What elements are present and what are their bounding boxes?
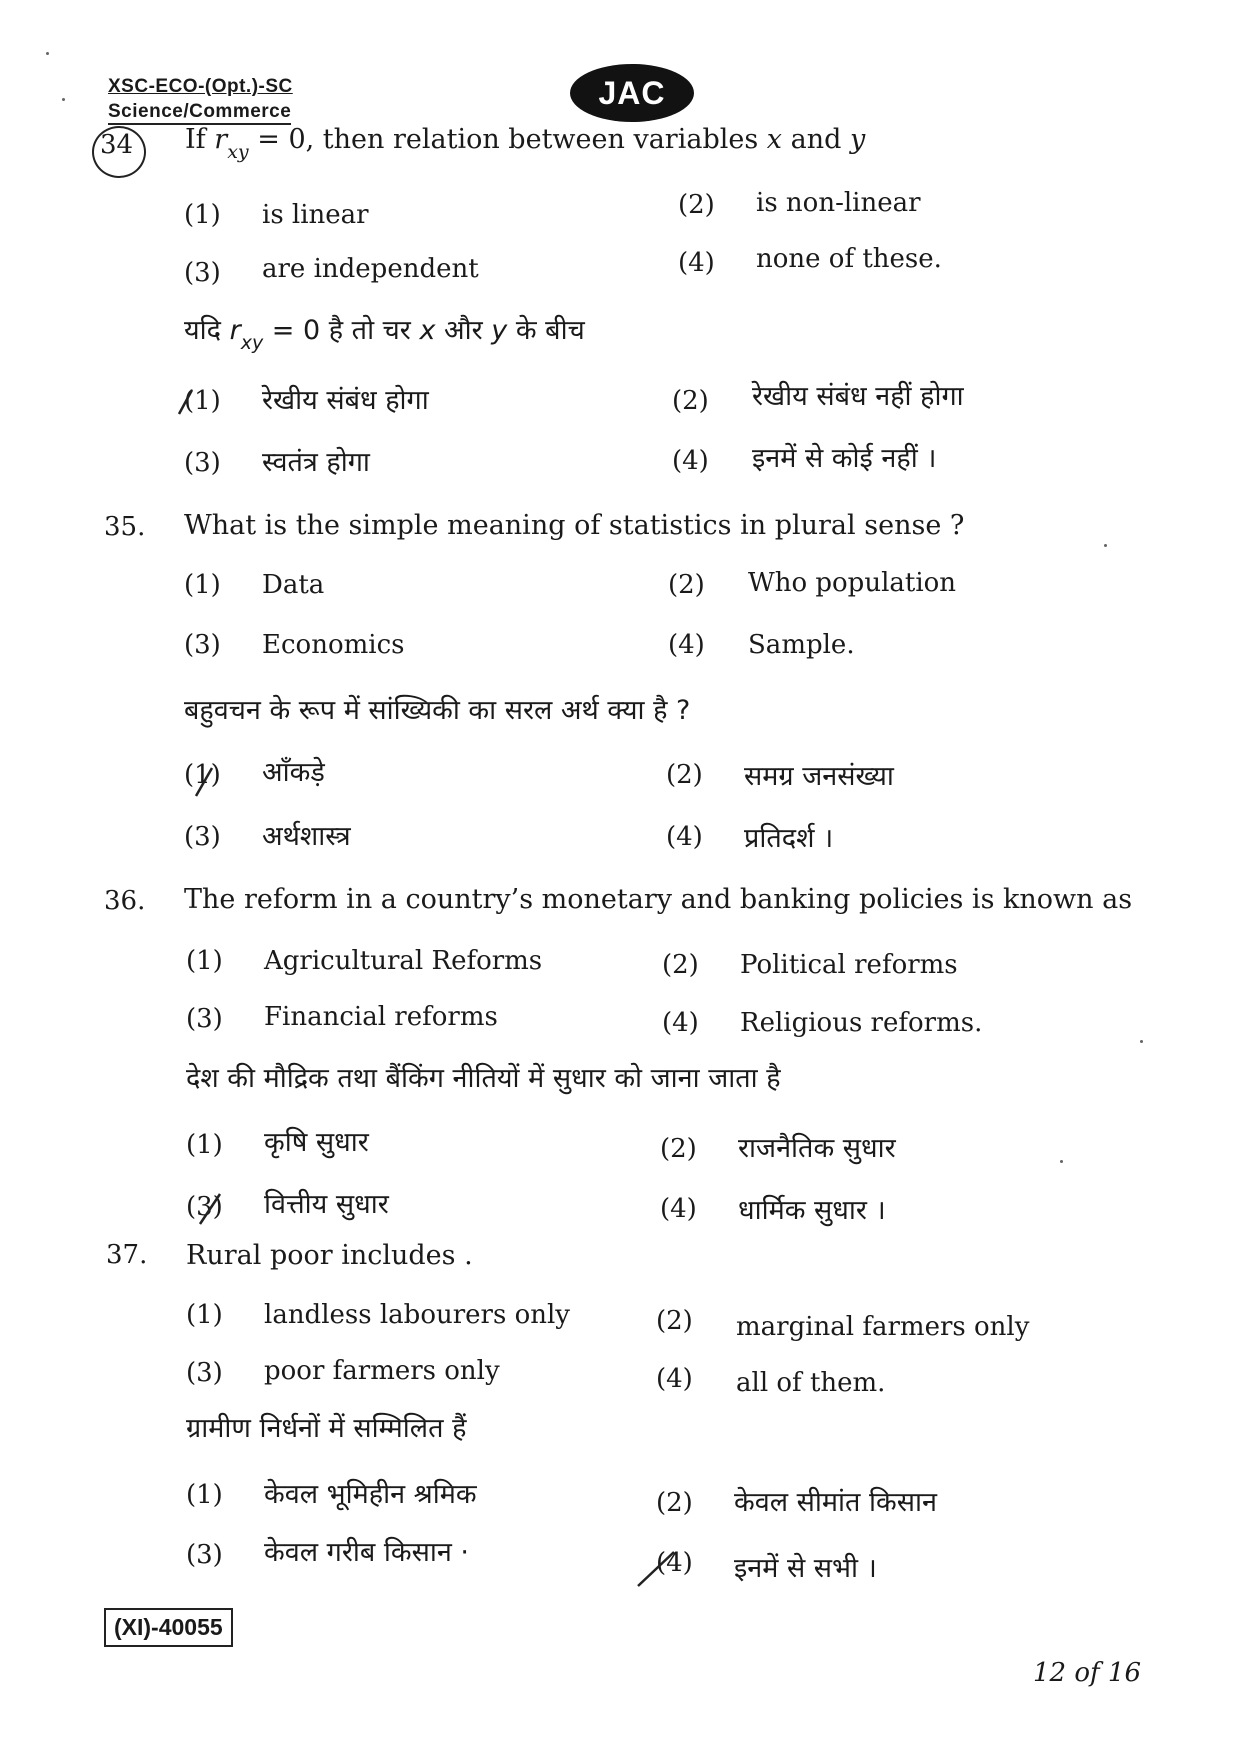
option-label: (2): [678, 190, 715, 220]
option-text: धार्मिक सुधार ।: [738, 1195, 886, 1226]
question-text-hi: ग्रामीण निर्धनों में सम्मिलित हैं: [186, 1413, 467, 1444]
option-label: (3): [186, 1004, 223, 1034]
jac-badge: JAC: [570, 64, 694, 122]
q-hi-mid: = 0 है तो चर: [271, 315, 411, 346]
option-text: Sample.: [748, 630, 855, 660]
option-text: कृषि सुधार: [264, 1127, 369, 1158]
option-text: Religious reforms.: [740, 1008, 983, 1038]
tick-mark-icon: [192, 760, 226, 800]
option-text: Financial reforms: [264, 1002, 498, 1032]
option-text: इनमें से सभी ।: [734, 1553, 877, 1584]
option-label: (1): [186, 946, 223, 976]
option-text: वित्तीय सुधार: [264, 1189, 389, 1220]
scan-speck: [1140, 1040, 1143, 1043]
option-text: none of these.: [756, 244, 942, 274]
option-text: केवल भूमिहीन श्रमिक: [264, 1479, 477, 1510]
option-text: राजनैतिक सुधार: [738, 1133, 896, 1164]
scan-speck: [1060, 1160, 1063, 1163]
question-number: 34: [100, 130, 134, 160]
scan-speck: [1104, 544, 1107, 547]
option-label: (4): [662, 1008, 699, 1038]
option-text: प्रतिदर्श ।: [744, 823, 834, 854]
stream-label: Science/Commerce: [108, 101, 291, 125]
option-label: (1): [184, 760, 221, 790]
paper-serial-code: (XI)-40055: [104, 1608, 233, 1647]
q-subscript: xy: [227, 141, 249, 163]
paper-code: XSC-ECO-(Opt.)-SC: [108, 76, 293, 97]
option-label: (3): [186, 1192, 223, 1222]
question-text-en: Rural poor includes .: [186, 1240, 473, 1271]
tick-mark-icon: [176, 384, 210, 420]
option-label: (2): [660, 1134, 697, 1164]
option-label: (4): [666, 822, 703, 852]
option-label: (4): [656, 1364, 693, 1394]
option-text: marginal farmers only: [736, 1312, 1030, 1342]
option-text: is non-linear: [756, 188, 921, 218]
option-label: (1): [186, 1130, 223, 1160]
option-label: (3): [184, 448, 221, 478]
option-text: इनमें से कोई नहीं ।: [752, 443, 937, 474]
option-text: केवल सीमांत किसान: [734, 1487, 937, 1518]
scan-speck: [62, 98, 65, 101]
option-label: (1): [184, 200, 221, 230]
option-text: केवल गरीब किसान ·: [264, 1537, 469, 1568]
option-label: (2): [668, 570, 705, 600]
question-text-hi: देश की मौद्रिक तथा बैंकिंग नीतियों में सुधार को जाना जाता है: [186, 1063, 781, 1094]
option-label: (2): [672, 386, 709, 416]
option-label: (4): [668, 630, 705, 660]
option-label: (3): [186, 1540, 223, 1570]
option-label: (3): [186, 1358, 223, 1388]
question-number: 37.: [106, 1240, 148, 1270]
q-var-y: y: [850, 124, 866, 155]
question-text-hi: बहुवचन के रूप में सांख्यिकी का सरल अर्थ क्या है ?: [184, 695, 691, 726]
option-text: रेखीय संबंध नहीं होगा: [752, 381, 964, 412]
q-prefix: If: [185, 124, 206, 155]
question-text-en: [185, 124, 865, 163]
scan-speck: [46, 52, 49, 55]
option-text: Who population: [748, 568, 957, 598]
option-label: (2): [662, 950, 699, 980]
option-text: Political reforms: [740, 950, 958, 980]
option-label: (2): [666, 760, 703, 790]
option-label: (1): [186, 1480, 223, 1510]
option-text: अर्थशास्त्र: [262, 821, 351, 852]
option-label: (4): [672, 446, 709, 476]
q-mid: = 0, then relation between variables: [257, 124, 759, 155]
option-text: समग्र जनसंख्या: [744, 761, 894, 792]
option-text: are independent: [262, 254, 479, 284]
question-text-hi: [184, 310, 585, 354]
option-label: (1): [186, 1300, 223, 1330]
option-text: रेखीय संबंध होगा: [262, 385, 429, 416]
option-text: Economics: [262, 630, 405, 660]
q-hi-and: और: [444, 315, 483, 346]
option-label: (4): [660, 1194, 697, 1224]
question-number: 36.: [104, 886, 146, 916]
q-hi-subscript: xy: [240, 332, 264, 354]
page-number: 12 of 16: [1033, 1658, 1141, 1688]
option-label: (4): [678, 248, 715, 278]
q-hi-var-r: r: [229, 315, 241, 346]
q-var-x: x: [766, 124, 783, 155]
tick-mark-icon: [634, 1542, 680, 1590]
option-text: is linear: [262, 200, 369, 230]
option-label: (3): [184, 258, 221, 288]
question-number: 35.: [104, 512, 146, 542]
option-text: landless labourers only: [264, 1300, 570, 1330]
option-text: poor farmers only: [264, 1356, 500, 1386]
option-text: स्वतंत्र होगा: [262, 447, 370, 478]
option-label: (1): [184, 570, 221, 600]
tick-mark-icon: [194, 1184, 228, 1228]
option-label: (3): [184, 630, 221, 660]
option-label: (3): [184, 822, 221, 852]
option-text: Agricultural Reforms: [264, 946, 543, 976]
option-label: (2): [656, 1306, 693, 1336]
q-hi-prefix: यदि: [184, 315, 221, 346]
question-text-en: What is the simple meaning of statistics in plural sense ?: [184, 510, 965, 541]
option-label: (1): [184, 386, 221, 416]
q-var-r: r: [214, 124, 228, 155]
option-label: (2): [656, 1488, 693, 1518]
option-label: (4): [656, 1548, 693, 1578]
option-text: आँकड़े: [262, 757, 325, 788]
q-hi-end: के बीच: [515, 315, 585, 346]
q-hi-var-x: x: [419, 315, 436, 346]
option-text: all of them.: [736, 1368, 886, 1398]
question-text-en: The reform in a country’s monetary and banking policies is known as: [184, 884, 1133, 915]
option-text: Data: [262, 570, 325, 600]
q-and: and: [790, 124, 842, 155]
q-hi-var-y: y: [491, 315, 508, 346]
